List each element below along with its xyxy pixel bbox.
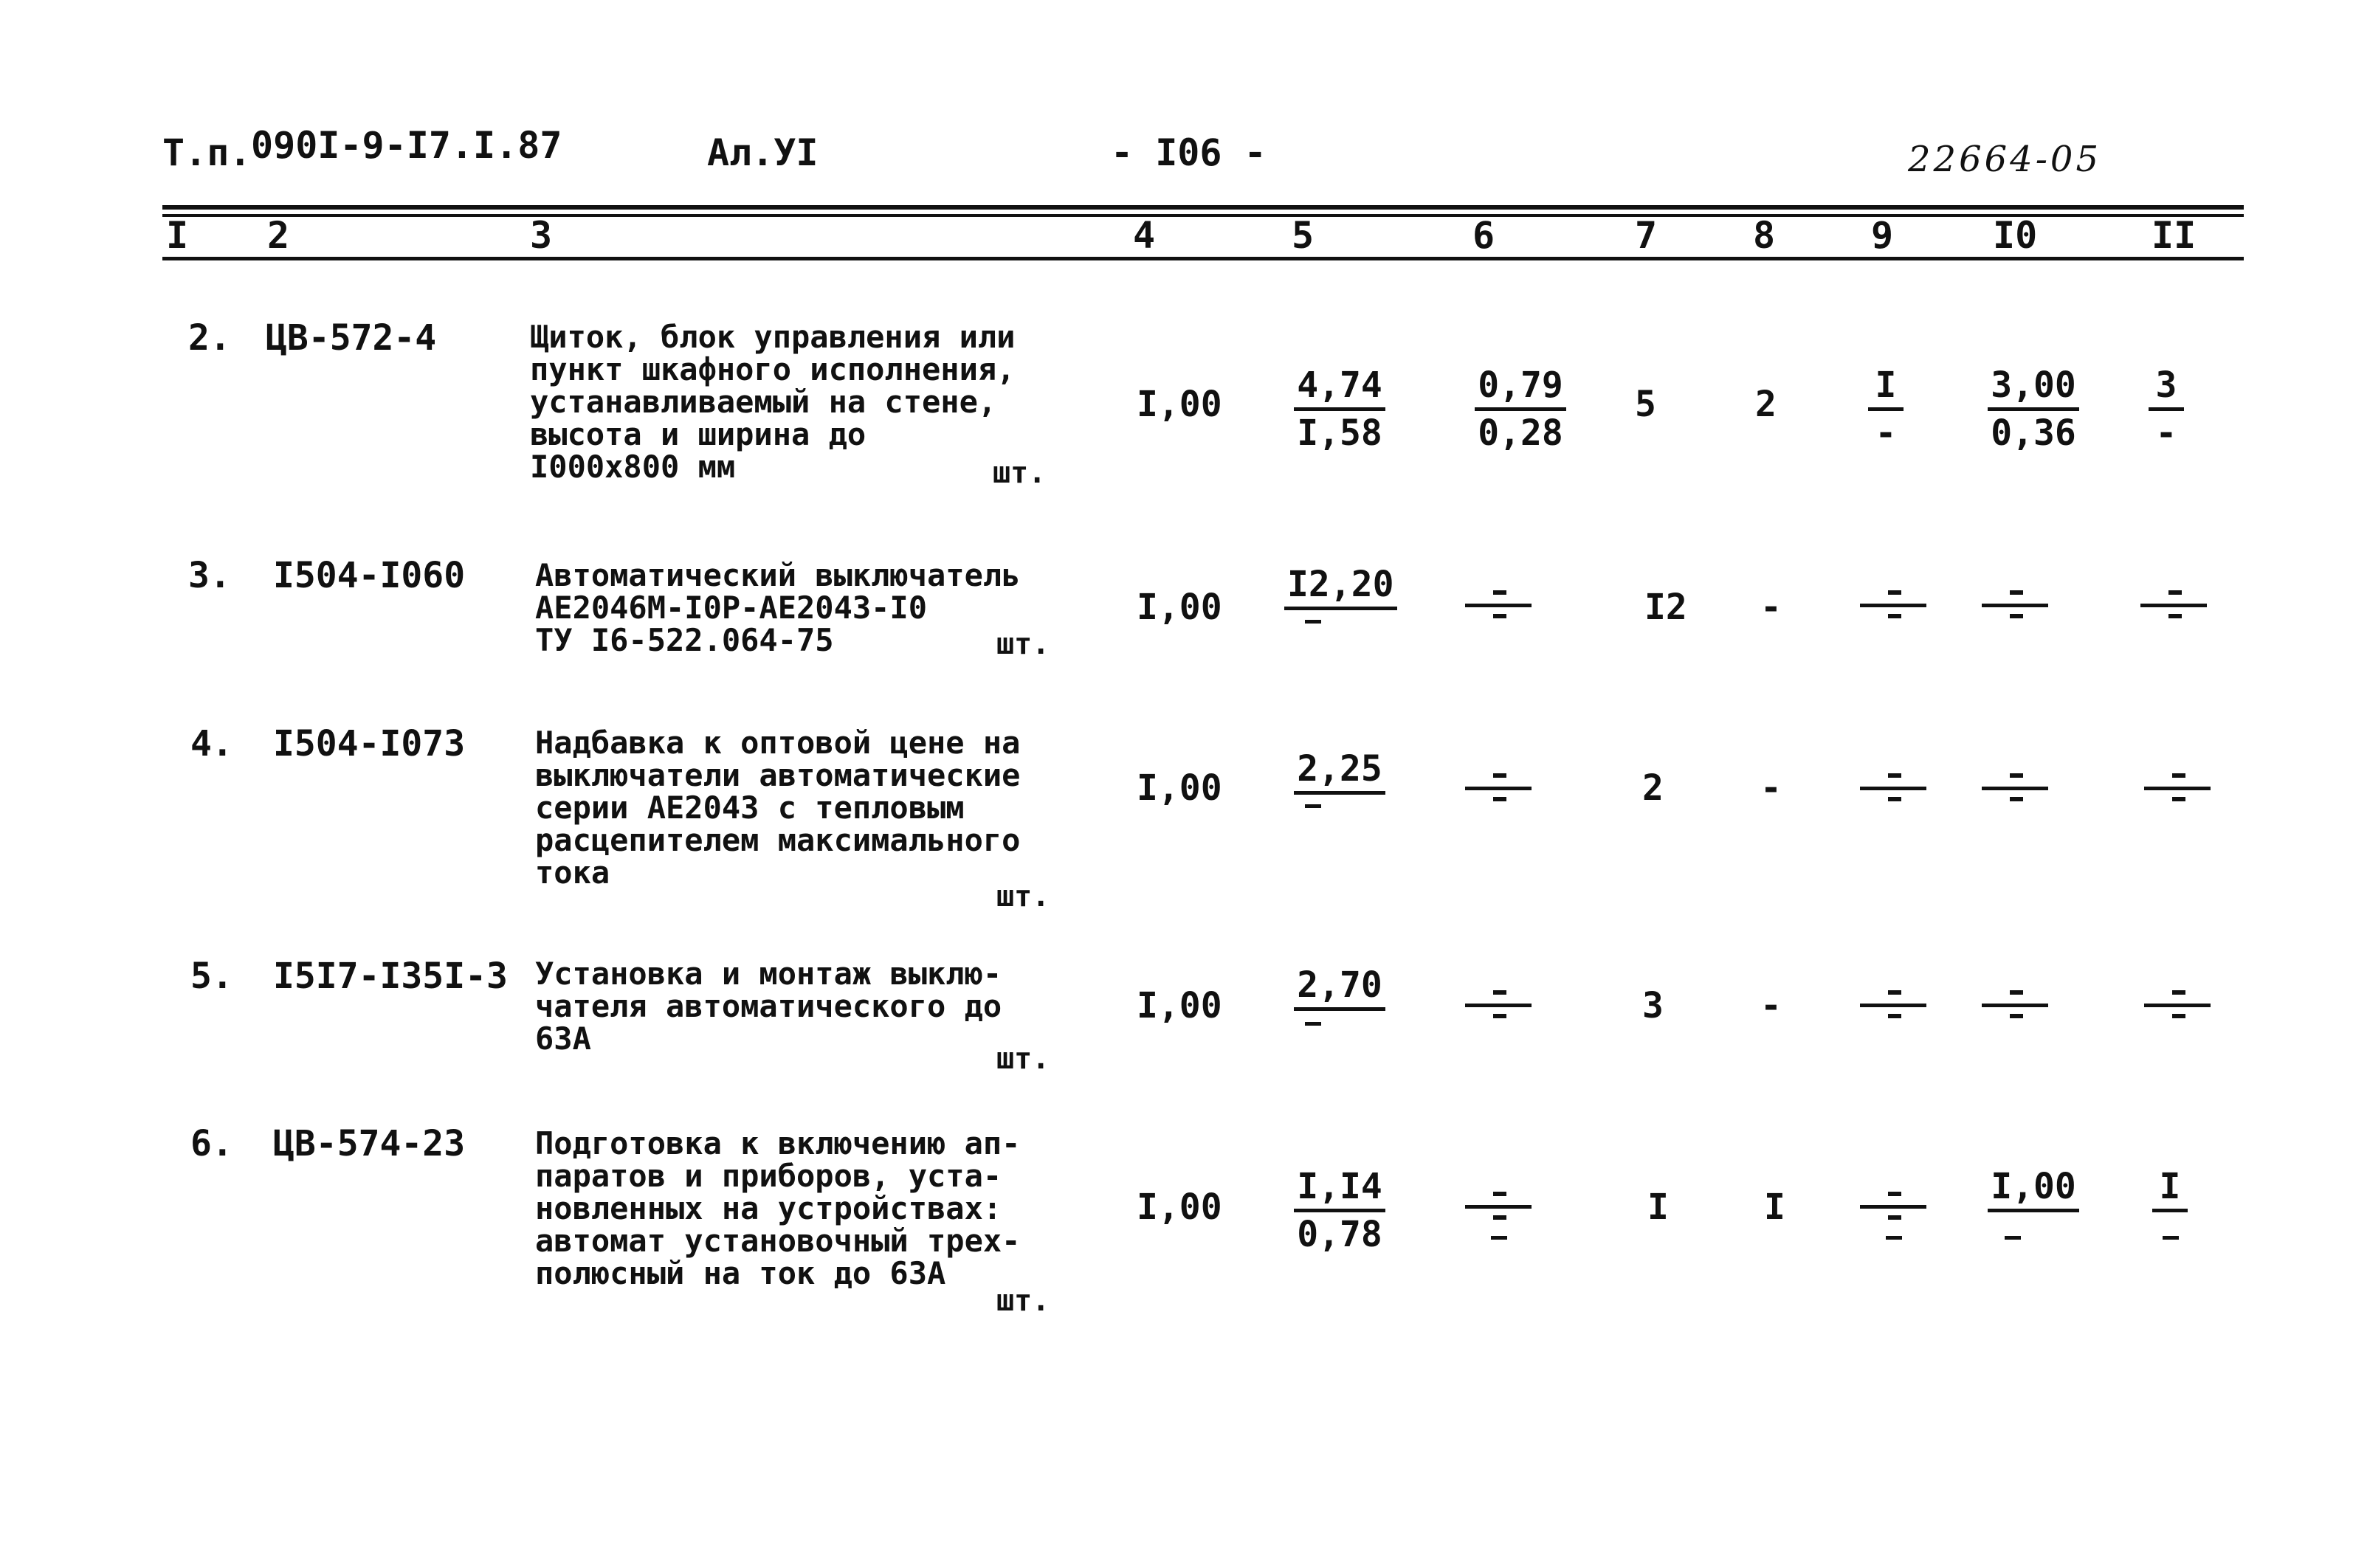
row-number: 3. xyxy=(188,555,231,596)
col5-bottom: I,58 xyxy=(1297,412,1382,454)
row-unit: шт. xyxy=(996,1284,1050,1318)
col5-top: 2,25 xyxy=(1294,747,1385,795)
row-description: Автоматический выключатель АЕ2046М-I0Р-АЕ2043-I0 ТУ I6-522.064-75 xyxy=(535,557,1021,658)
col8-value: - xyxy=(1760,767,1782,809)
col6-ditto-sign xyxy=(1465,990,1532,1020)
col5-bottom-dash xyxy=(1305,804,1321,808)
col11-top: I xyxy=(2152,1164,2188,1212)
col11-ditto-sign xyxy=(2140,590,2207,620)
column-header-rule xyxy=(162,257,2244,260)
header-rule-double-top xyxy=(162,205,2244,210)
col11-fraction xyxy=(2129,363,2203,455)
col10-fraction xyxy=(1978,363,2089,455)
colnum-4: 4 xyxy=(1133,214,1156,257)
col6-ditto-sign xyxy=(1465,590,1532,620)
row-code: ЦВ-572-4 xyxy=(266,317,437,359)
col5-top: 4,74 xyxy=(1294,363,1385,411)
col8-value: 2 xyxy=(1755,384,1777,425)
row-description: Надбавка к оптовой цене на выключатели автоматические серии АЕ2043 с тепловым расцепителем максимального тока xyxy=(535,725,1021,891)
col6-bottom: 0,28 xyxy=(1478,412,1563,454)
col9-top: I xyxy=(1868,363,1904,411)
col5-top: 2,70 xyxy=(1294,963,1385,1011)
col11-bottom: - xyxy=(2155,412,2177,454)
col9-bottom: - xyxy=(1875,412,1897,454)
row-description: Щиток, блок управления или пункт шкафного исполнения, устанавливаемый на стене, высота и ширина до I000х800 мм xyxy=(530,319,1016,485)
header-rule-double-bottom xyxy=(162,214,2244,217)
col5-top: I,I4 xyxy=(1294,1164,1385,1212)
col11-ditto-sign xyxy=(2144,773,2211,803)
col11-bottom-dash xyxy=(2163,1236,2179,1240)
col7-value: I xyxy=(1647,1187,1669,1228)
colnum-9: 9 xyxy=(1871,214,1894,257)
col4-value: I,00 xyxy=(1137,985,1222,1026)
row-unit: шт. xyxy=(996,880,1050,913)
page-number: - I06 - xyxy=(1111,131,1267,174)
col5-bottom-dash xyxy=(1305,1022,1321,1026)
col4-value: I,00 xyxy=(1137,767,1222,809)
colnum-3: 3 xyxy=(530,214,553,257)
colnum-10: I0 xyxy=(1993,214,2038,257)
colnum-7: 7 xyxy=(1635,214,1658,257)
col8-value: I xyxy=(1764,1187,1785,1228)
col11-fraction xyxy=(2133,1164,2207,1212)
row-number: 4. xyxy=(190,723,233,764)
col9-fraction xyxy=(1849,363,1923,455)
col8-value: - xyxy=(1760,587,1782,628)
col7-value: I2 xyxy=(1644,587,1687,628)
col5-bottom: 0,78 xyxy=(1297,1214,1382,1255)
col10-bottom: 0,36 xyxy=(1991,412,2076,454)
col5-fraction xyxy=(1284,1164,1395,1257)
col8-value: - xyxy=(1760,985,1782,1026)
col11-ditto-sign xyxy=(2144,990,2211,1020)
col6-top: 0,79 xyxy=(1475,363,1566,411)
col5-top: I2,20 xyxy=(1284,562,1397,610)
row-description: Подготовка к включению ап- паратов и приборов, уста- новленных на устройствах: автомат установочный трех- полюсный на ток до 63А xyxy=(535,1125,1021,1291)
col10-fraction xyxy=(1978,1164,2089,1212)
col6-ditto-sign xyxy=(1465,773,1532,803)
row-unit: шт. xyxy=(993,456,1047,490)
row-code: I504-I073 xyxy=(273,723,466,764)
album-label: Ал.УI xyxy=(707,131,819,174)
col5-bottom-dash xyxy=(1305,620,1321,624)
col6-bottom-dash xyxy=(1491,1236,1507,1240)
row-description: Установка и монтаж выклю- чателя автоматического до 63А xyxy=(535,956,1002,1057)
col9-ditto-sign xyxy=(1860,1192,1926,1221)
row-unit: шт. xyxy=(996,1042,1050,1076)
col4-value: I,00 xyxy=(1137,1187,1222,1228)
col10-bottom-dash xyxy=(2005,1236,2021,1240)
col10-ditto-sign xyxy=(1982,773,2048,803)
col9-ditto-sign xyxy=(1860,990,1926,1020)
col6-fraction xyxy=(1465,363,1576,455)
row-unit: шт. xyxy=(996,627,1050,661)
document-number: 22664-05 xyxy=(1908,139,2101,180)
row-number: 6. xyxy=(190,1123,233,1164)
col7-value: 2 xyxy=(1642,767,1664,809)
colnum-8: 8 xyxy=(1753,214,1776,257)
col7-value: 3 xyxy=(1642,985,1664,1026)
colnum-2: 2 xyxy=(267,214,290,257)
col9-ditto-sign xyxy=(1860,590,1926,620)
row-number: 5. xyxy=(190,956,233,997)
row-code: ЦВ-574-23 xyxy=(273,1123,466,1164)
colnum-11: II xyxy=(2152,214,2197,257)
col10-ditto-sign xyxy=(1982,590,2048,620)
tp-prefix: Т.п. xyxy=(162,131,252,174)
col7-value: 5 xyxy=(1635,384,1656,425)
col10-top: I,00 xyxy=(1988,1164,2079,1212)
colnum-1: I xyxy=(166,214,189,257)
col6-ditto-sign xyxy=(1465,1192,1532,1221)
col5-fraction xyxy=(1284,747,1395,795)
row-code: I504-I060 xyxy=(273,555,466,596)
tp-code: 090I-9-I7.I.87 xyxy=(251,124,562,167)
col5-fraction xyxy=(1284,963,1395,1011)
col10-ditto-sign xyxy=(1982,990,2048,1020)
col5-fraction xyxy=(1284,562,1395,610)
col4-value: I,00 xyxy=(1137,384,1222,425)
col10-top: 3,00 xyxy=(1988,363,2079,411)
col4-value: I,00 xyxy=(1137,587,1222,628)
colnum-6: 6 xyxy=(1472,214,1495,257)
col11-top: 3 xyxy=(2149,363,2184,411)
col5-fraction xyxy=(1284,363,1395,455)
row-code: I5I7-I35I-3 xyxy=(273,956,508,997)
colnum-5: 5 xyxy=(1292,214,1315,257)
row-number: 2. xyxy=(188,317,231,359)
col9-ditto-sign xyxy=(1860,773,1926,803)
col9-bottom-dash xyxy=(1886,1236,1902,1240)
